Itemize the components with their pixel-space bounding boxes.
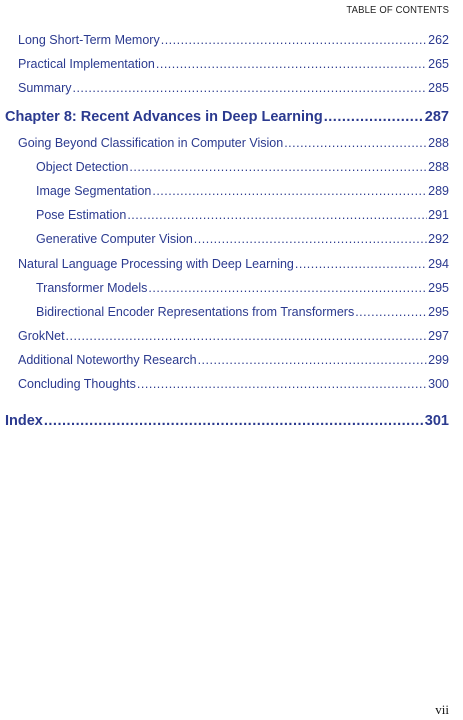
toc-entry-generative-computer-vision[interactable] [36,232,449,246]
dot-leader [66,329,428,343]
toc-entry-going-beyond-classification[interactable] [18,136,449,150]
toc-chapter-8[interactable] [5,109,449,125]
toc-entry-page: 292 [428,232,449,246]
page-number: vii [435,702,449,717]
toc-entry-page: 289 [428,184,449,198]
toc-entry-page: 294 [428,257,449,271]
dot-leader [156,57,427,71]
dot-leader [324,109,424,125]
toc-entry-transformer-models[interactable] [36,281,449,295]
toc-entry-summary[interactable] [18,81,449,95]
toc-entry-title: Additional Noteworthy Research [18,353,197,367]
toc-entry-title: Pose Estimation [36,208,127,222]
running-header: TABLE OF CONTENTS [346,4,449,16]
dot-leader [127,208,427,222]
dot-leader [284,136,427,150]
toc-entry-page: 265 [428,57,449,71]
toc-entry-title: Object Detection [36,160,129,174]
toc-entry-groknet[interactable] [18,329,449,343]
toc-entry-natural-language-processing[interactable] [18,257,449,271]
toc-entry-title: Bidirectional Encoder Representations from Transformers [36,305,355,319]
dot-leader [355,305,427,319]
toc-entry-page: 291 [428,208,449,222]
toc-entry-page: 285 [428,81,449,95]
toc-entry-title: Natural Language Processing with Deep Learning [18,257,294,271]
toc-entry-title: Transformer Models [36,281,148,295]
toc-entry-title: GrokNet [18,329,65,343]
toc-entry-long-short-term-memory[interactable] [18,33,449,47]
toc-entry-title: Summary [18,81,72,95]
toc-entry-title: Practical Implementation [18,57,155,71]
toc-entry-page: 300 [428,377,449,391]
toc-chapter-page: 301 [424,413,449,429]
dot-leader [72,81,427,95]
toc-entry-page: 295 [428,281,449,295]
toc-chapter-page: 287 [424,109,449,125]
dot-leader [148,281,427,295]
toc-entry-title: Concluding Thoughts [18,377,136,391]
dot-leader [137,377,427,391]
toc-entry-title: Generative Computer Vision [36,232,193,246]
dot-leader [295,257,427,271]
dot-leader [161,33,427,47]
toc-entry-image-segmentation[interactable] [36,184,449,198]
toc-entry-object-detection[interactable] [36,160,449,174]
toc-entry-page: 295 [428,305,449,319]
toc-chapter-title: Index [5,413,43,429]
toc-entry-concluding-thoughts[interactable] [18,377,449,391]
toc-entry-page: 288 [428,136,449,150]
toc-entry-title: Image Segmentation [36,184,152,198]
dot-leader [44,413,424,429]
toc-entry-bert[interactable] [36,305,449,319]
toc-index[interactable] [5,413,449,429]
toc-entry-page: 297 [428,329,449,343]
dot-leader [129,160,427,174]
toc-entry-title: Long Short-Term Memory [18,33,160,47]
dot-leader [152,184,427,198]
toc-entry-page: 262 [428,33,449,47]
dot-leader [194,232,427,246]
dot-leader [198,353,428,367]
toc-entry-practical-implementation[interactable] [18,57,449,71]
toc-entry-pose-estimation[interactable] [36,208,449,222]
toc-chapter-title: Chapter 8: Recent Advances in Deep Learning [5,109,323,125]
toc-entry-title: Going Beyond Classification in Computer Vision [18,136,284,150]
toc-entry-page: 299 [428,353,449,367]
toc-entry-additional-noteworthy-research[interactable] [18,353,449,367]
toc-entry-page: 288 [428,160,449,174]
